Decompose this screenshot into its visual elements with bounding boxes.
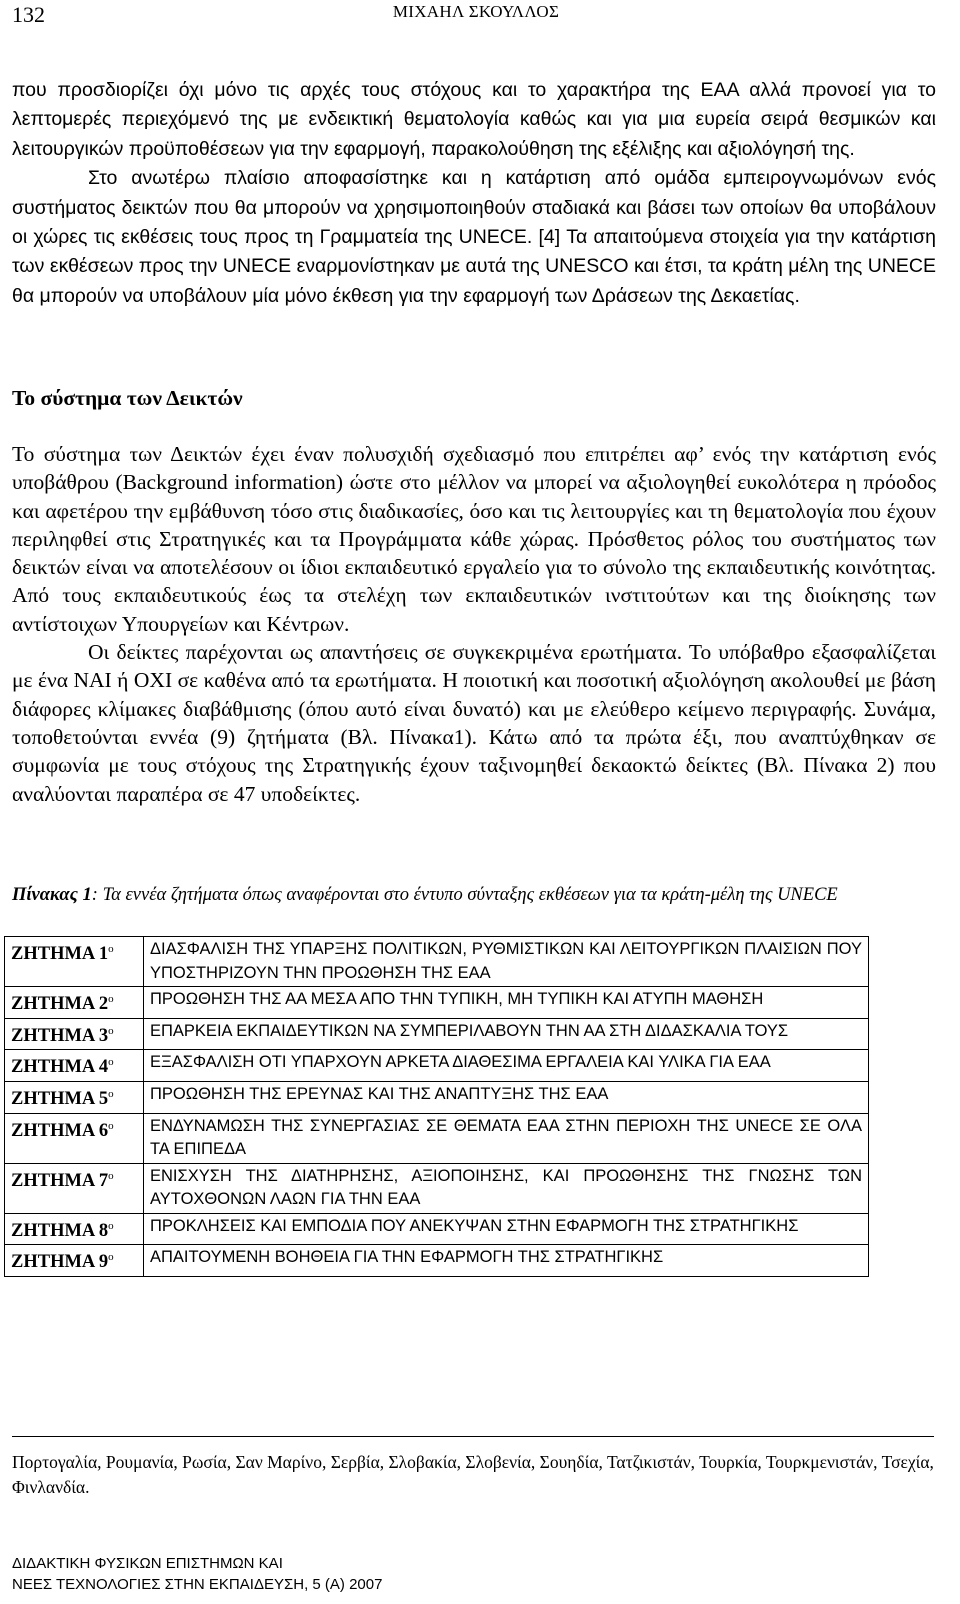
table-caption — [12, 881, 936, 909]
issue-key — [5, 1018, 144, 1050]
issue-key-ordinal: ο — [108, 993, 114, 1005]
page-header — [12, 2, 940, 32]
footnote-separator — [12, 1436, 934, 1437]
issue-key-ordinal: ο — [108, 1251, 114, 1264]
section-title: Το σύστημα των Δεικτών — [12, 386, 243, 410]
issue-key-ordinal: ο — [108, 1024, 114, 1037]
issue-key-label: ΖΗΤΗΜΑ 2 — [11, 994, 109, 1015]
issue-description: ΠΡΟΩΘΗΣΗ ΤΗΣ ΑΑ ΜΕΣΑ ΑΠΟ ΤΗΝ ΤΥΠΙΚΗ, ΜΗ ΤΥΠΙΚΗ ΚΑΙ ΑΤΥΠΗ ΜΑΘΗΣΗ — [144, 987, 869, 1019]
issue-key-ordinal: ο — [108, 1056, 114, 1069]
issues-table — [4, 936, 869, 1277]
footnote-countries: Πορτογαλία, Ρουμανία, Ρωσία, Σαν Μαρίνο, Σερβία, Σλοβακία, Σλοβενία, Σουηδία, Τατζικιστάν, Τουρκία, Τουρκμενιστάν, Τσεχία, Φινλανδία. — [12, 1452, 934, 1497]
issue-key-label: ΖΗΤΗΜΑ 7 — [11, 1170, 109, 1191]
table-caption-text: : Τα εννέα ζητήματα όπως αναφέρονται στο έντυπο σύνταξης εκθέσεων για τα κράτη-μέλη της UNECE — [91, 885, 838, 905]
table-caption-label: Πίνακας 1 — [12, 885, 92, 905]
table-row — [5, 987, 869, 1019]
issue-description: ΠΡΟΩΘΗΣΗ ΤΗΣ ΕΡΕΥΝΑΣ ΚΑΙ ΤΗΣ ΑΝΑΠΤΥΞΗΣ ΤΗΣ ΕΑΑ — [144, 1081, 869, 1113]
issue-key-ordinal: ο — [108, 1169, 114, 1182]
table-row — [5, 937, 869, 987]
issue-key — [5, 1081, 144, 1113]
issue-description: ΔΙΑΣΦΑΛΙΣΗ ΤΗΣ ΥΠΑΡΞΗΣ ΠΟΛΙΤΙΚΩΝ, ΡΥΘΜΙΣΤΙΚΩΝ ΚΑΙ ΛΕΙΤΟΥΡΓΙΚΩΝ ΠΛΑΙΣΙΩΝ ΠΟΥ ΥΠΟΣΤΗΡΙΖΟΥΝ ΤΗΝ ΠΡΟΩΘΗΣΗ ΤΗΣ ΕΑΑ — [144, 937, 869, 987]
paragraph-indicators-framework: Στο ανωτέρω πλαίσιο αποφασίστηκε και η κατάρτιση από ομάδα εμπειρογνωμόνων ενός συστήματος δεικτών που θα μπορούν να χρησιμοποιηθούν σταδιακά και βάσει των οποίων θα υποβάλουν οι χώρες τις εκθέσεις τους προς τη Γραμματεία της UNECE. [4] Τα απαιτούμενα στοιχεία για την κατάρτιση των εκθέσεων προς την UNECE εναρμονίστηκαν με αυτά της UNESCO και έτσι, τα κράτη μέλη της UNECE θα μπορούν να υποβάλουν μία μόνο έκθεση για την εφαρμογή των Δράσεων της Δεκαετίας. — [12, 167, 936, 307]
issue-key-label: ΖΗΤΗΜΑ 8 — [11, 1220, 109, 1241]
indicators-body — [12, 440, 936, 808]
issue-description: ΠΡΟΚΛΗΣΕΙΣ ΚΑΙ ΕΜΠΟΔΙΑ ΠΟΥ ΑΝΕΚΥΨΑΝ ΣΤΗΝ ΕΦΑΡΜΟΓΗ ΤΗΣ ΣΤΡΑΤΗΓΙΚΗΣ — [144, 1213, 869, 1245]
issue-key — [5, 1245, 144, 1277]
issue-key-label: ΖΗΤΗΜΑ 9 — [11, 1252, 109, 1273]
issue-key-label: ΖΗΤΗΜΑ 6 — [11, 1120, 109, 1141]
issue-key — [5, 1113, 144, 1163]
issue-key-ordinal: ο — [108, 1087, 114, 1100]
journal-line-2: ΝΕΕΣ ΤΕΧΝΟΛΟΓΙΕΣ ΣΤΗΝ ΕΚΠΑΙΔΕΥΣΗ, 5 (Α) 2007 — [12, 1576, 383, 1593]
issue-description: ΕΠΑΡΚΕΙΑ ΕΚΠΑΙΔΕΥΤΙΚΩΝ ΝΑ ΣΥΜΠΕΡΙΛΑΒΟΥΝ ΤΗΝ ΑΑ ΣΤΗ ΔΙΔΑΣΚΑΛΙΑ ΤΟΥΣ — [144, 1018, 869, 1050]
issue-key — [5, 937, 144, 987]
issue-key — [5, 1163, 144, 1213]
table-row — [5, 1113, 869, 1163]
table-row — [5, 1018, 869, 1050]
journal-line-1: ΔΙΔΑΚΤΙΚΗ ΦΥΣΙΚΩΝ ΕΠΙΣΤΗΜΩΝ ΚΑΙ — [12, 1555, 283, 1572]
table-row — [5, 1163, 869, 1213]
paragraph-indicator-system: Το σύστημα των Δεικτών έχει έναν πολυσχιδή σχεδιασμό που επιτρέπει αφ’ ενός την κατάρτιση ενός υποβάθρου (Background information) ώστε στο μέλλον να μπορεί να αξιολογηθεί ευκολότερα η πρόοδος και αφετέρου την εμβάθυνση τόσο στις διαδικασίες, όσο και τις λειτουργίες και τη θεματολογία που έχουν περιληφθεί στις Στρατηγικές και τα Προγράμματα κάθε χώρας. Πρόσθετος ρόλος του συστήματος των δεικτών είναι να αποτελέσουν οι ίδιοι εκπαιδευτικό εργαλείο για το σύνολο της εκπαιδευτικής κοινότητας. Από τους εκπαιδευτικούς έως τα στελέχη των εκπαιδευτικών ινστιτούτων και της διοίκησης των αντίστοιχων Υπουργείων και Κέντρων. — [12, 442, 936, 636]
running-title: ΜΙΧΑΗΛ ΣΚΟΥΛΛΟΣ — [392, 2, 560, 21]
paragraph-continuation: που προσδιορίζει όχι μόνο τις αρχές τους στόχους και το χαρακτήρα της ΕΑΑ αλλά προνοεί για το λεπτομερές περιεχόμενό της με ενδεικτική θεματολογία καθώς και για μια ευρεία σειρά θεσμικών και λειτουργικών προϋποθέσεων για την εφαρμογή, παρακολούθηση της εξέλιξης και αξιολόγησή της. — [12, 79, 936, 160]
journal-footer — [12, 1553, 712, 1595]
issue-description: ΕΞΑΣΦΑΛΙΣΗ ΟΤΙ ΥΠΑΡΧΟΥΝ ΑΡΚΕΤΑ ΔΙΑΘΕΣΙΜΑ ΕΡΓΑΛΕΙΑ ΚΑΙ ΥΛΙΚΑ ΓΙΑ ΕΑΑ — [144, 1050, 869, 1082]
issue-key-ordinal: ο — [108, 1219, 114, 1232]
issue-key — [5, 1050, 144, 1082]
table-row — [5, 1050, 869, 1082]
table-row — [5, 1213, 869, 1245]
issue-key — [5, 987, 144, 1019]
paragraph-indicator-answers: Οι δείκτες παρέχονται ως απαντήσεις σε συγκεκριμένα ερωτήματα. Το υπόβαθρο εξασφαλίζεται με ένα ΝΑΙ ή ΟΧΙ σε καθένα από τα ερωτήματα. Η ποιοτική και ποσοτική αξιολόγηση ακολουθεί με βάση διάφορες κλίμακες διαβάθμισης (όπου αυτό είναι δυνατό) και με ελεύθερο κείμενο περιγραφής. Συνάμα, τοποθετούνται εννέα (9) ζητήματα (Βλ. Πίνακα1). Κάτω από τα πρώτα έξι, που αναπτύχθηκαν σε συμφωνία με τους στόχους της Στρατηγικής έχουν ταξινομηθεί δεκαοκτώ δείκτες (Βλ. Πίνακα 2) που αναλύονται παραπέρα σε 47 υποδείκτες. — [12, 640, 936, 806]
table-row — [5, 1081, 869, 1113]
issue-key-ordinal: ο — [108, 943, 114, 955]
issue-key-label: ΖΗΤΗΜΑ 3 — [11, 1025, 109, 1046]
issue-key-ordinal: ο — [108, 1119, 114, 1132]
intro-paragraphs — [12, 76, 936, 311]
issue-description: ΕΝΙΣΧΥΣΗ ΤΗΣ ΔΙΑΤΗΡΗΣΗΣ, ΑΞΙΟΠΟΙΗΣΗΣ, ΚΑΙ ΠΡΟΩΘΗΣΗΣ ΤΗΣ ΓΝΩΣΗΣ ΤΩΝ ΑΥΤΟΧΘΟΝΩΝ ΛΑΩΝ ΓΙΑ ΤΗΝ ΕΑΑ — [144, 1163, 869, 1213]
issue-key-label: ΖΗΤΗΜΑ 1 — [11, 944, 109, 965]
issue-description: ΕΝΔΥΝΑΜΩΣΗ ΤΗΣ ΣΥΝΕΡΓΑΣΙΑΣ ΣΕ ΘΕΜΑΤΑ ΕΑΑ ΣΤΗΝ ΠΕΡΙΟΧΗ ΤΗΣ UNECE ΣΕ ΟΛΑ ΤΑ ΕΠΙΠΕΔΑ — [144, 1113, 869, 1163]
page-number: 132 — [12, 2, 45, 27]
issue-description: ΑΠΑΙΤΟΥΜΕΝΗ ΒΟΗΘΕΙΑ ΓΙΑ ΤΗΝ ΕΦΑΡΜΟΓΗ ΤΗΣ ΣΤΡΑΤΗΓΙΚΗΣ — [144, 1245, 869, 1277]
table-row — [5, 1245, 869, 1277]
issue-key-label: ΖΗΤΗΜΑ 5 — [11, 1089, 109, 1110]
issue-key — [5, 1213, 144, 1245]
issue-key-label: ΖΗΤΗΜΑ 4 — [11, 1057, 109, 1078]
